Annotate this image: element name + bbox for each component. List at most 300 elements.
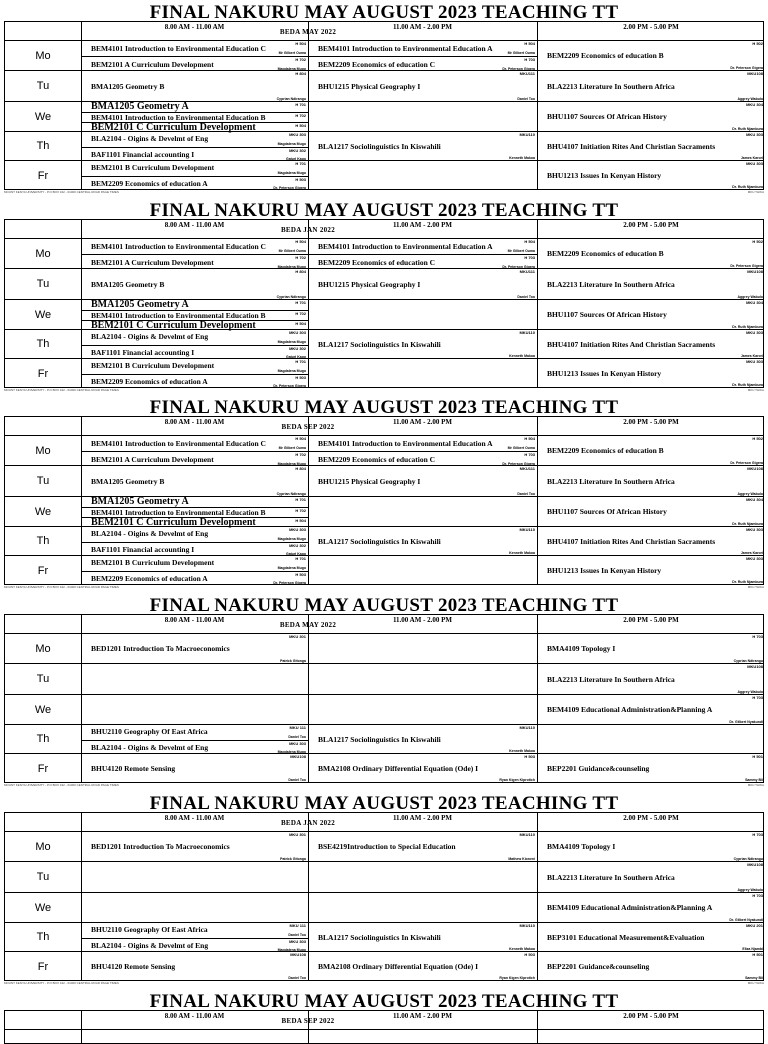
course-entry[interactable] [81,938,308,954]
day-row [5,330,763,359]
course-entry[interactable] [81,466,308,497]
slot-cell [308,330,537,358]
footer-right-text: MKU THIKA [747,190,764,194]
slot-time-label: 2.00 PM - 5.00 PM [623,221,679,229]
lecturer-name: Ryan Kigen Kiprotich [499,778,535,782]
day-label: Mo [35,49,51,62]
room-label: H 504 [295,41,306,46]
course-name: BEM4101 Introduction to Environmental Education A [318,438,493,448]
lecturer-name: Daniel Too [288,932,306,937]
course-entry[interactable] [308,41,537,56]
day-row [5,923,763,952]
slot-cell [81,41,308,70]
day-label: Th [36,140,50,152]
room-label: MKU108 [747,71,763,76]
slot-time-label: 2.00 PM - 5.00 PM [623,23,679,31]
course-entry[interactable] [537,634,765,664]
course-entry[interactable] [308,132,537,161]
lecturer-name: Gaturi Kago [285,157,306,161]
course-entry[interactable] [308,725,537,754]
course-name: BHU4107 Initiation Rites And Christian Sacraments [547,141,716,151]
course-name: BEM2101 C Curriculum Development [91,122,256,133]
slot-cell [537,527,765,555]
course-name: BLA1217 Sociolinguistics In Kiswahili [318,141,441,151]
lecturer-name: Eliza Njambi [742,947,763,951]
course-name: BLA1217 Sociolinguistics In Kiswahili [318,339,441,349]
slot-cell [308,41,537,70]
course-name: BEM2209 Economics of education A [91,376,208,386]
lecturer-name: Dr. Peterson Gigera [730,66,763,70]
room-label: H 804 [295,466,306,471]
course-name: BLA2213 Literature In Southern Africa [547,279,675,289]
course-name: BEM4101 Introduction to Environmental Education B [91,113,266,122]
slot-cell [81,862,308,892]
course-name: BEP2201 Guidance&counseling [547,763,650,773]
lecturer-name: Magdalena Mugo [277,339,306,344]
lecturer-name: Magdalena Mugo [277,141,306,146]
day-label: We [34,505,52,518]
course-name: BHU1215 Physical Geography I [318,476,421,486]
lecturer-name: James Karori [740,354,763,358]
room-label: H 701 [295,359,306,364]
room-label: MKU108 [290,952,306,957]
day-label: We [34,703,52,716]
course-entry[interactable] [308,239,537,254]
slot-time-label: 8.00 AM - 11.00 AM [164,616,225,624]
course-name: BHU2110 Geography Of East Africa [91,925,208,935]
slot-cell [537,359,765,388]
slot-header-row [5,1011,763,1030]
slot-time-label: 2.00 PM - 5.00 PM [623,616,679,624]
batch-label: BEDA MAY 2022 [279,28,337,36]
room-label: H 701 [295,556,306,561]
room-label: MKU 304 [746,497,763,502]
course-name: BEM4101 Introduction to Environmental Education C [91,43,266,53]
day-label: Th [36,931,50,943]
course-entry[interactable] [308,254,537,270]
lecturer-name: Daniel Too [288,778,306,782]
lecturer-name: Dr. Ruth Njambura [732,127,763,131]
slot-time-label: 11.00 AM - 2.00 PM [392,814,453,822]
course-entry[interactable] [81,725,308,740]
course-name: BEM4101 Introduction to Environmental Education B [91,508,266,517]
footer-left-text: MOUNT KENYA UNIVERSITY - P.O BOX 342 - 01000 CENTRAL ROAD PAGE TIMES [4,388,119,392]
course-entry[interactable] [537,754,765,783]
lecturer-name: Mr Gilbert Ouma [507,51,535,55]
room-label: H 504 [524,239,535,244]
course-entry[interactable] [81,923,308,938]
timetable-title: FINAL NAKURU MAY AUGUST 2023 TEACHING TT [149,200,619,221]
slot-cell [308,695,537,724]
lecturer-name: Kenneth Makoa [509,947,535,951]
slot-cell [81,102,308,131]
course-entry[interactable] [81,571,308,587]
room-label: MKU110 [519,330,535,335]
day-label: Fr [37,367,49,380]
course-entry[interactable] [537,436,765,466]
day-row [5,695,763,725]
course-entry[interactable] [308,436,537,451]
course-entry[interactable] [81,740,308,756]
room-label: H 501 [752,952,763,957]
slot-cell [81,725,308,753]
day-label: Mo [35,247,51,260]
lecturer-name: Magdalena Mugo [277,565,306,570]
course-entry[interactable] [81,269,308,300]
course-name: BMA1205 Geometry A [91,101,189,112]
course-entry[interactable] [537,269,765,300]
course-entry[interactable] [81,176,308,192]
room-label: H 504 [524,436,535,441]
course-entry[interactable] [537,527,765,556]
lecturer-name: Ryan Kigen Kiprotich [499,976,535,980]
course-entry[interactable] [81,345,308,361]
slot-cell [537,556,765,585]
slot-cell [308,102,537,131]
day-row [5,436,763,466]
lecturer-name: Mathew Kioneni [508,857,535,861]
slot-time-label: 2.00 PM - 5.00 PM [623,1012,679,1020]
room-label: MKU111 [519,466,535,471]
slot-time-label: 8.00 AM - 11.00 AM [164,418,225,426]
slot-cell [308,239,537,268]
course-name: BEM2209 Economics of education C [318,257,436,267]
course-entry[interactable] [81,147,308,163]
timetable-body [5,436,763,584]
course-entry[interactable] [537,132,765,161]
course-entry[interactable] [537,330,765,359]
day-row [5,497,763,527]
day-row [5,832,763,862]
room-label: H 701 [295,497,306,502]
room-label: H 701 [295,300,306,305]
course-entry[interactable] [308,754,537,783]
course-name: BEM2101 B Curriculum Development [91,558,215,568]
room-label: H 703 [752,832,763,837]
lecturer-name: Kenneth Makoa [509,749,535,753]
timetable-grid [4,219,764,388]
course-entry[interactable] [81,451,308,467]
course-entry[interactable] [308,56,537,72]
timetable-grid [4,614,764,783]
lecturer-name: Dr. Peterson Gigera [730,264,763,268]
day-label: We [34,308,52,321]
course-entry[interactable] [537,556,765,585]
slot-cell [81,359,308,388]
course-name: BLA2213 Literature In Southern Africa [547,476,675,486]
course-name: BAF1101 Financial accounting I [91,149,195,159]
course-entry[interactable] [537,923,765,952]
course-entry[interactable] [537,359,765,388]
room-label: H 503 [295,571,306,577]
day-row [5,754,763,783]
course-entry[interactable] [537,300,765,330]
lecturer-name: Gaturi Kago [285,552,306,556]
course-name: BEM2101 B Curriculum Development [91,361,215,371]
lecturer-name: Kenneth Makoa [509,354,535,358]
course-entry[interactable] [81,556,308,571]
slot-cell [537,269,765,299]
course-entry[interactable] [537,664,765,695]
course-entry[interactable] [308,451,537,467]
course-entry[interactable] [537,239,765,269]
course-entry[interactable] [81,374,308,390]
room-label: H 702 [295,57,306,62]
course-entry[interactable] [308,466,537,497]
room-label: MKU110 [519,725,535,730]
course-name: BLA2213 Literature In Southern Africa [547,674,675,684]
course-entry[interactable] [537,893,765,923]
lecturer-name: Patrick Gitonga [280,857,306,861]
slot-header-row [5,220,763,239]
course-entry[interactable] [308,952,537,981]
day-row [5,102,763,132]
day-row [5,893,763,923]
course-entry[interactable] [81,254,308,270]
course-entry[interactable] [537,832,765,862]
day-label: Tu [36,871,50,883]
day-row [5,132,763,161]
course-name: BHU1107 Sources Of African History [547,507,667,516]
lecturer-name: Cyprian Ndirangu [276,295,306,299]
timetable-block [0,595,768,787]
course-name: BMA1205 Geometry A [91,299,189,310]
course-name: BLA1217 Sociolinguistics In Kiswahili [318,932,441,942]
room-label: H 701 [295,102,306,107]
course-name: BEM2209 Economics of education B [547,51,664,60]
course-entry[interactable] [81,436,308,451]
slot-cell [81,634,308,663]
slot-cell [81,161,308,190]
slot-cell [537,695,765,724]
lecturer-name: Magdalena Mugo [277,265,306,269]
course-name: BEM4109 Educational Administration&Planning A [547,705,713,714]
course-name: BEM2101 B Curriculum Development [91,163,215,173]
slot-cell [81,556,308,585]
slot-cell [537,436,765,465]
course-entry[interactable] [537,497,765,527]
room-label: MKU 111 [289,725,306,730]
course-entry[interactable] [81,832,308,862]
course-entry[interactable] [81,330,308,345]
course-entry[interactable] [81,56,308,72]
timetable-grid [4,812,764,981]
lecturer-name: Aggrey Wabulo [737,690,763,694]
lecturer-name: Dr. Ruth Njambura [732,325,763,329]
course-entry[interactable] [81,542,308,558]
lecturer-name: Cyprian Ndirangu [276,492,306,496]
course-name: BHU4120 Remote Sensing [91,961,176,971]
course-entry[interactable] [81,359,308,374]
room-label: H 503 [524,754,535,759]
course-entry[interactable] [81,634,308,664]
course-entry[interactable] [537,695,765,725]
course-name: BEM2209 Economics of education A [91,573,208,583]
course-entry[interactable] [308,269,537,300]
slot-cell [308,436,537,465]
column-divider [308,1030,309,1043]
course-entry[interactable] [81,102,308,112]
timetable-block [0,793,768,985]
course-name: BHU1215 Physical Geography I [318,81,421,91]
course-entry[interactable] [81,952,308,981]
footer-left-text: MOUNT KENYA UNIVERSITY - P.O BOX 342 - 01000 CENTRAL ROAD PAGE TIMES [4,190,119,194]
day-row [5,359,763,388]
course-name: BHU2110 Geography Of East Africa [91,727,208,737]
slot-cell [308,923,537,951]
slot-time-label: 8.00 AM - 11.00 AM [164,221,225,229]
timetable-grid [4,416,764,585]
slot-cell [537,300,765,329]
course-name: BEM2101 A Curriculum Development [91,257,214,267]
timetable-block [0,2,768,194]
lecturer-name: Mr Gilbert Ouma [507,249,535,253]
course-name: BMA4109 Topology I [547,644,616,653]
room-label: MKU 303 [746,132,763,137]
day-row [5,269,763,300]
footer-left-text: MOUNT KENYA UNIVERSITY - P.O BOX 342 - 01000 CENTRAL ROAD PAGE TIMES [4,585,119,589]
day-row [5,664,763,695]
slot-header-row [5,615,763,634]
slot-cell [308,754,537,783]
slot-cell [81,269,308,299]
course-entry[interactable] [308,527,537,556]
lecturer-name: Cyprian Ndirangu [276,97,306,101]
course-name: BEM2209 Economics of education C [318,454,436,464]
timetable-title: FINAL NAKURU MAY AUGUST 2023 TEACHING TT [149,2,619,23]
slot-cell [537,832,765,861]
room-label: MKU110 [519,527,535,532]
course-entry[interactable] [81,497,308,507]
course-entry[interactable] [81,41,308,56]
room-label: H 503 [295,176,306,182]
course-entry[interactable] [308,71,537,102]
room-label: H 703 [524,452,535,457]
lecturer-name: Magdalena Mugo [277,170,306,175]
batch-label: BEDA SEP 2022 [281,1017,335,1025]
slot-cell [81,754,308,783]
lecturer-name: Daniel Too [517,295,535,299]
day-row [5,527,763,556]
timetable-title: FINAL NAKURU MAY AUGUST 2023 TEACHING TT [149,595,619,616]
lecturer-name: Daniel Too [517,97,535,101]
day-label: Th [36,535,50,547]
slot-cell [537,239,765,268]
slot-cell [308,161,537,190]
course-entry[interactable] [81,239,308,254]
course-name: BMA1205 Geometry B [91,476,165,486]
course-name: BLA1217 Sociolinguistics In Kiswahili [318,536,441,546]
slot-cell [81,664,308,694]
lecturer-name: Dr. Ruth Njambura [732,185,763,189]
lecturer-name: Magdalena Mugo [277,67,306,71]
lecturer-name: Gaturi Kago [285,355,306,359]
day-row [5,952,763,981]
lecturer-name: Dr. Ruth Njambura [732,522,763,526]
course-name: BMA1205 Geometry B [91,81,165,91]
room-label: MKU 201 [746,923,763,928]
slot-time-label: 8.00 AM - 11.00 AM [164,814,225,822]
course-entry[interactable] [537,952,765,981]
course-name: BEM4101 Introduction to Environmental Education A [318,43,493,53]
room-label: MKU 303 [289,132,306,137]
slot-time-label: 8.00 AM - 11.00 AM [164,23,225,31]
slot-cell [537,664,765,694]
slot-cell [81,239,308,268]
course-name: BHU1213 Issues In Kenyan History [547,170,662,180]
slot-cell [81,466,308,496]
course-entry[interactable] [308,330,537,359]
room-label: H 702 [295,113,306,118]
day-label: Fr [37,960,49,973]
lecturer-name: Dr. Ruth Njambura [732,383,763,387]
course-entry[interactable] [537,41,765,71]
slot-cell [81,695,308,724]
day-label: Tu [36,673,50,685]
slot-time-label: 11.00 AM - 2.00 PM [392,616,453,624]
lecturer-name: Magdalena Mugo [277,536,306,541]
course-name: BEM2101 C Curriculum Development [91,517,256,528]
timetable-title: FINAL NAKURU MAY AUGUST 2023 TEACHING TT [149,991,619,1012]
course-entry[interactable] [81,132,308,147]
room-label: MKU 301 [289,634,306,639]
room-label: H 703 [752,695,763,700]
course-entry[interactable] [81,161,308,176]
course-name: BED1201 Introduction To Macroeconomics [91,644,230,653]
course-name: BEM2101 C Curriculum Development [91,320,256,331]
slot-cell [81,71,308,101]
course-entry[interactable] [308,832,537,862]
course-name: BLA2104 - Oigins & Develmt of Eng [91,742,209,752]
course-entry[interactable] [537,862,765,893]
course-entry[interactable] [81,300,308,310]
lecturer-name: Dr. Gilbert Nyakundi [729,918,763,922]
slot-cell [308,952,537,981]
course-entry[interactable] [537,161,765,190]
course-name: BLA2104 - Oigins & Develmt of Eng [91,134,209,144]
course-entry[interactable] [308,923,537,952]
slot-cell [308,466,537,496]
course-name: BMA1205 Geometry A [91,496,189,507]
day-label: Th [36,338,50,350]
course-entry[interactable] [537,466,765,497]
course-name: BLA2213 Literature In Southern Africa [547,872,675,882]
lecturer-name: Patrick Gitonga [280,659,306,663]
slot-cell [537,862,765,892]
lecturer-name: Aggrey Wabulo [737,492,763,496]
day-row [5,300,763,330]
timetable-body [5,239,763,387]
course-entry[interactable] [537,102,765,132]
footer-right-text: MKU THIKA [747,585,764,589]
course-name: BAF1101 Financial accounting I [91,544,195,554]
slot-cell [81,330,308,358]
course-entry[interactable] [81,754,308,783]
lecturer-name: Dr. Peterson Gigera [273,581,306,585]
course-name: BHU1213 Issues In Kenyan History [547,565,662,575]
course-entry[interactable] [81,527,308,542]
course-entry[interactable] [81,71,308,102]
course-entry[interactable] [537,71,765,102]
lecturer-name: Magdalena Mugo [277,368,306,373]
room-label: MKU111 [519,269,535,274]
room-label: MKU 303 [746,556,763,561]
timetable-body [5,832,763,980]
room-label: H 504 [295,321,306,326]
lecturer-name: Kenneth Makoa [509,551,535,555]
course-name: BSE4219Introduction to Special Education [318,842,456,851]
day-label: Mo [35,840,51,853]
